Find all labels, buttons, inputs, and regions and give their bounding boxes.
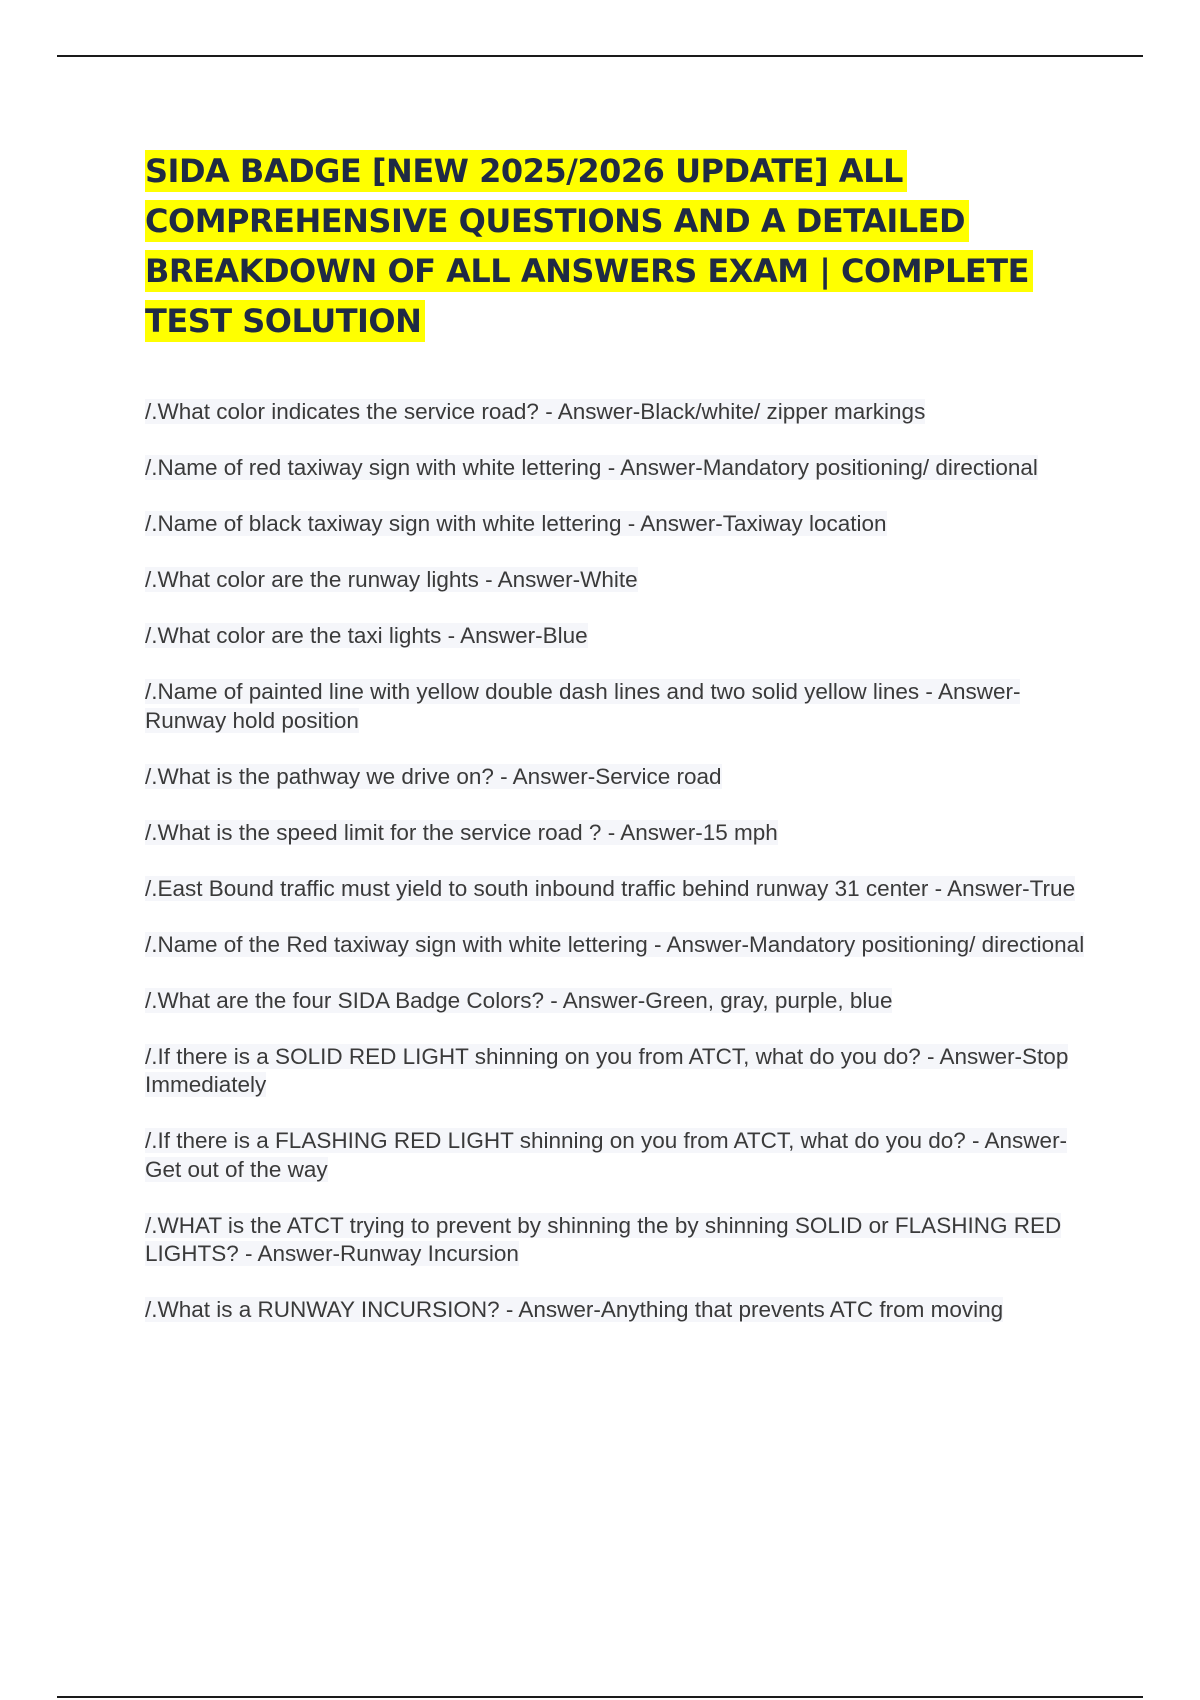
qa-item-text: /.What color are the taxi lights - Answer-Blue [145,623,588,648]
qa-item-text: /.Name of painted line with yellow double dash lines and two solid yellow lines - Answer-Runway hold position [145,679,1021,733]
qa-item [145,987,1095,1016]
qa-item [145,875,1095,904]
qa-item-text: /.What is the pathway we drive on? - Answer-Service road [145,763,722,789]
qa-item-text: /.What are the four SIDA Badge Colors? - Answer-Green, gray, purple, blue [145,987,893,1013]
qa-item [145,510,1095,539]
qa-item [145,1127,1095,1184]
qa-item [145,1296,1095,1325]
qa-item-text: /.What color indicates the service road? - Answer-Black/white/ zipper markings [145,399,926,424]
qa-item [145,454,1095,483]
qa-item [145,1043,1095,1100]
qa-item [145,819,1095,848]
qa-item-text: /.What is the speed limit for the service road ? - Answer-15 mph [145,819,778,845]
qa-item-text: /.Name of the Red taxiway sign with white lettering - Answer-Mandatory positioning/ directional [145,931,1085,957]
qa-item-text: /.If there is a FLASHING RED LIGHT shinning on you from ATCT, what do you do? - Answer-Get out of the way [145,1128,1068,1182]
qa-item-text: /.What is a RUNWAY INCURSION? - Answer-Anything that prevents ATC from moving [145,1297,1004,1322]
qa-item-text: /.Name of red taxiway sign with white lettering - Answer-Mandatory positioning/ directional [145,455,1038,480]
qa-item [145,622,1095,651]
footer-rule [57,1696,1143,1698]
qa-item-text: /.East Bound traffic must yield to south inbound traffic behind runway 31 center - Answer-True [145,875,1076,901]
qa-item [145,763,1095,792]
document-title [145,146,1105,346]
qa-item [145,398,1095,427]
qa-item [145,566,1095,595]
qa-item-text: /.If there is a SOLID RED LIGHT shinning on you from ATCT, what do you do? - Answer-Stop Immediately [145,1043,1069,1097]
qa-item [145,931,1095,960]
qa-item-text: /.Name of black taxiway sign with white lettering - Answer-Taxiway location [145,511,887,536]
question-answer-list [145,398,1095,1352]
header-rule [57,55,1143,57]
qa-item-text: /.What color are the runway lights - Answer-White [145,567,638,592]
qa-item [145,678,1095,735]
qa-item-text: /.WHAT is the ATCT trying to prevent by shinning the by shinning SOLID or FLASHING RED LIGHTS? - Answer-Runway Incursion [145,1212,1062,1266]
document-title-text: SIDA BADGE [NEW 2025/2026 UPDATE] ALL COMPREHENSIVE QUESTIONS AND A DETAILED BREAKDOWN OF ALL ANSWERS EXAM | COMPLETE TEST SOLUTION [145,150,1033,342]
qa-item [145,1212,1095,1269]
